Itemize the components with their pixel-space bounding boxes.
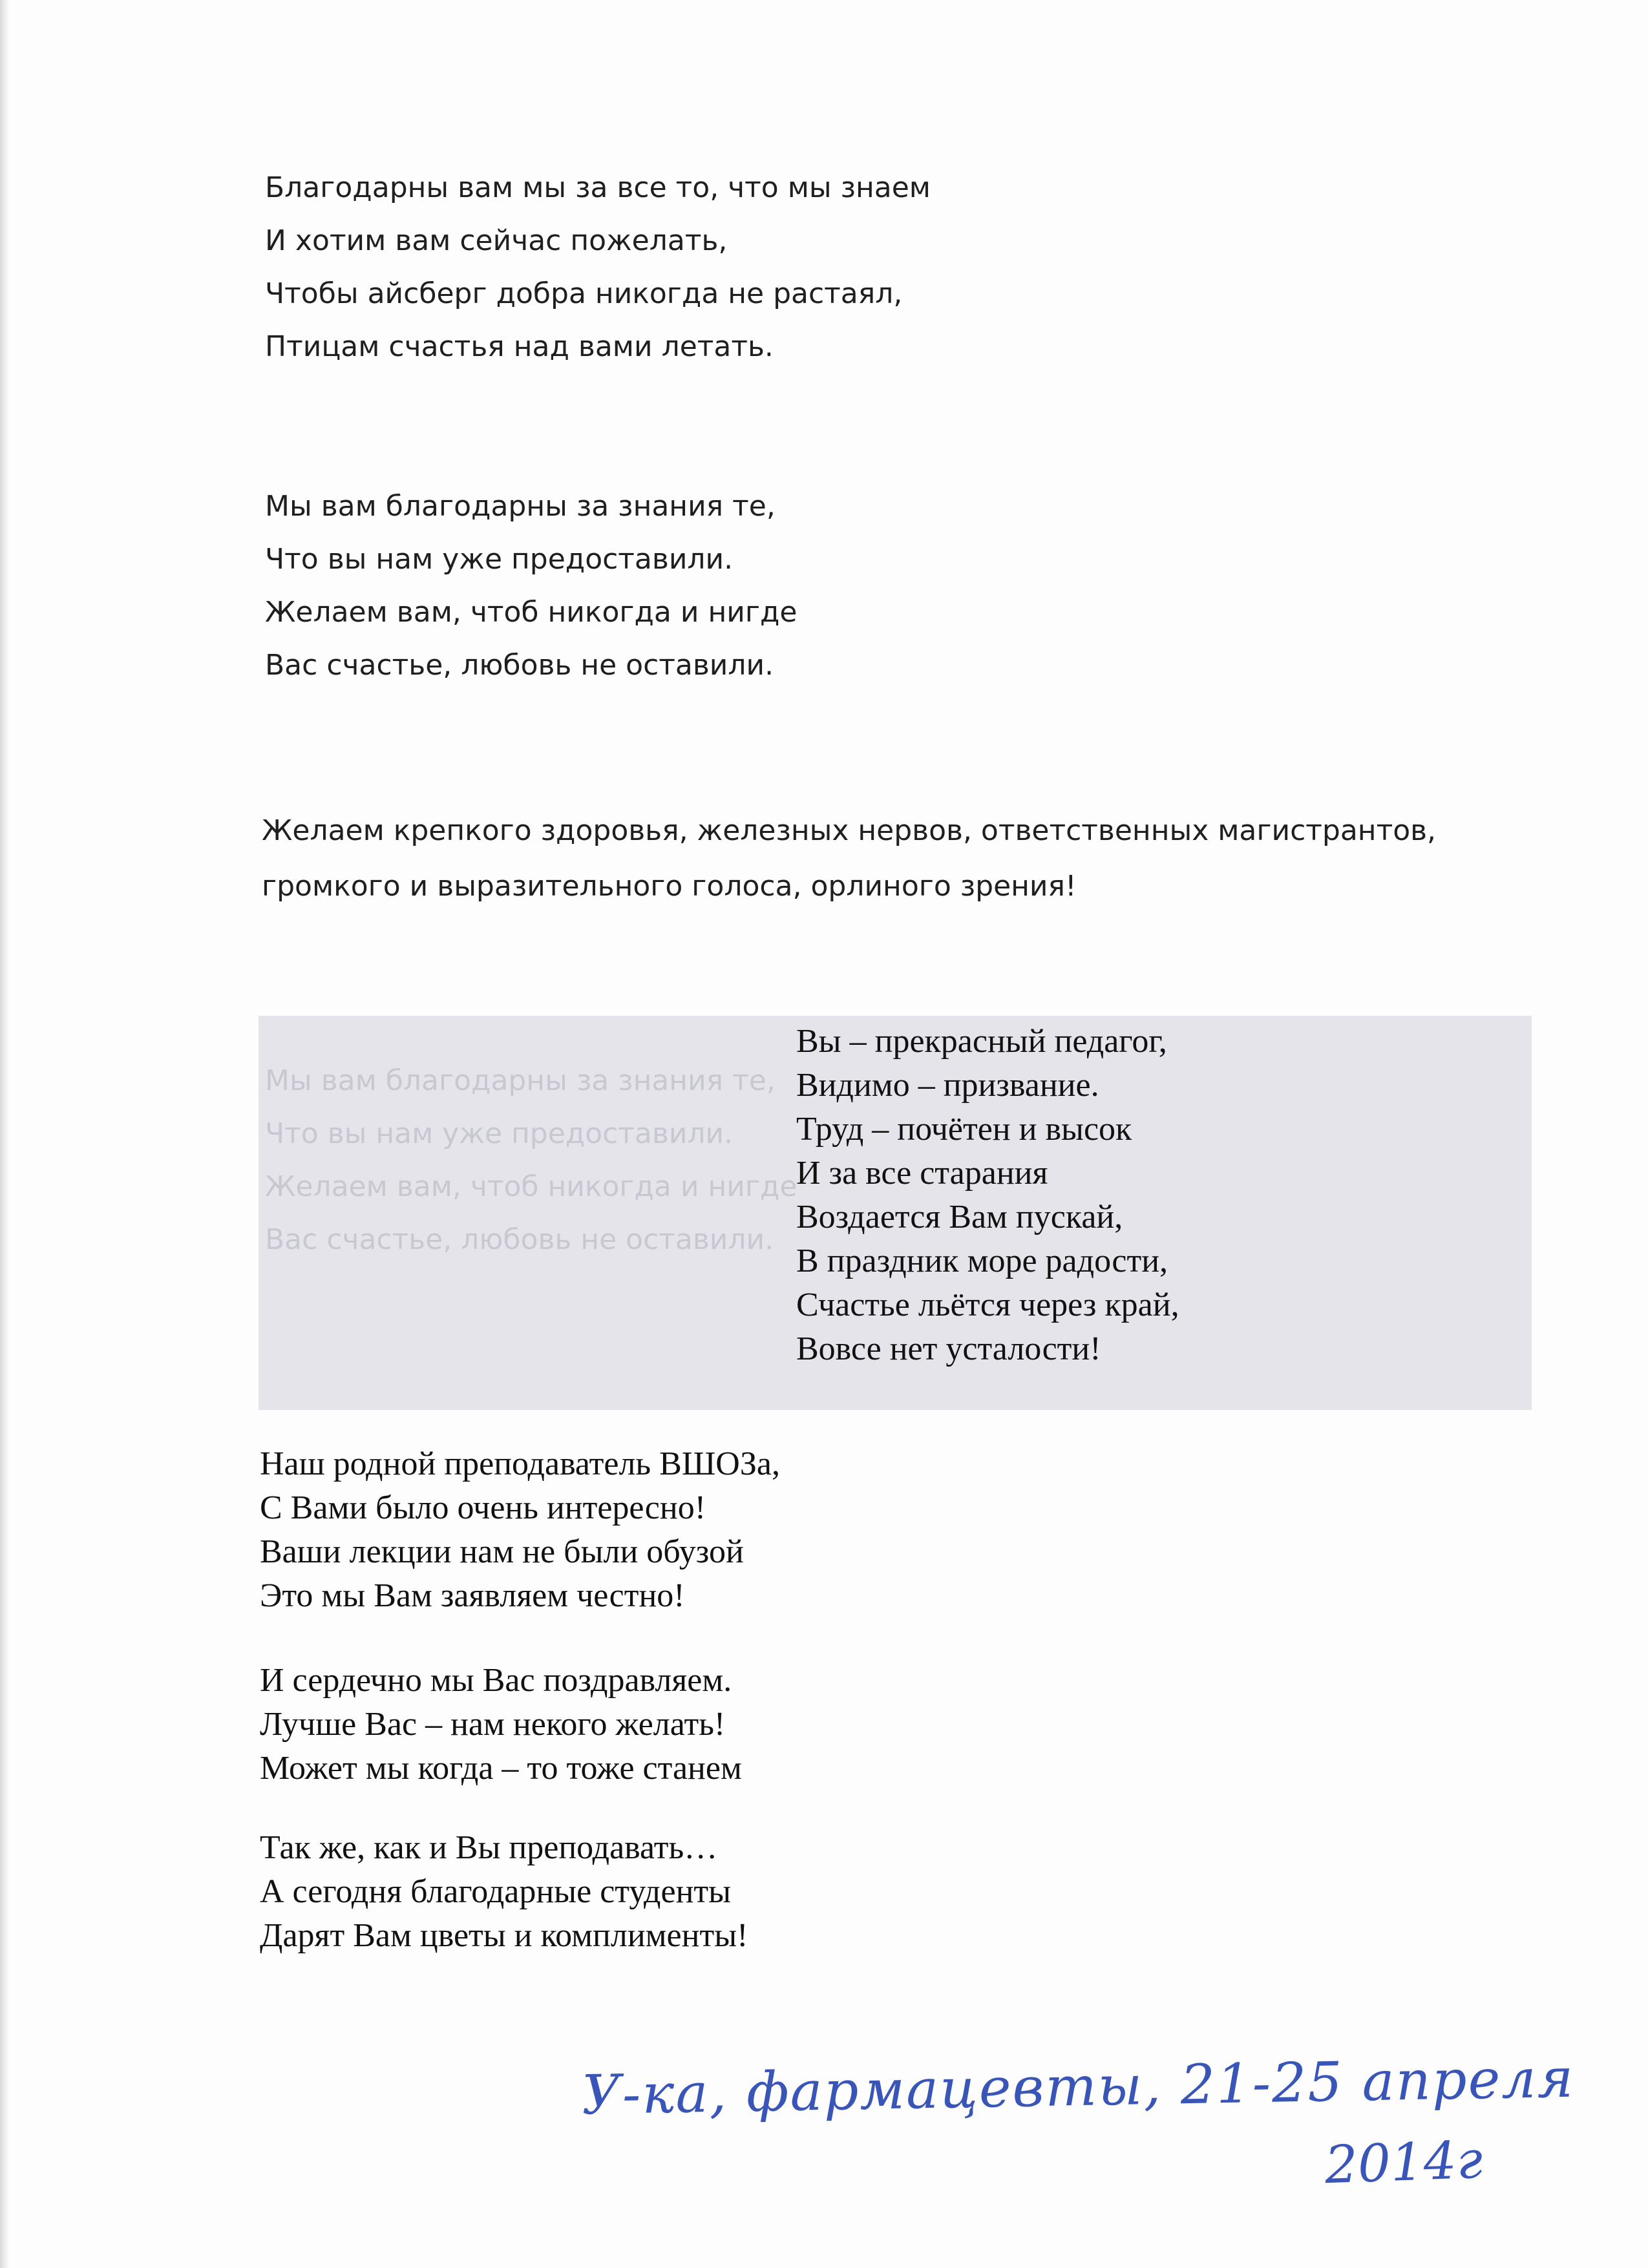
wish-paragraph bbox=[262, 803, 1541, 914]
wish-line: громкого и выразительного голоса, орлиного зрения! bbox=[262, 870, 1077, 903]
stanza-1-line: Благодарны вам мы за все то, что мы знаем bbox=[265, 171, 931, 204]
stanza-1-line: Чтобы айсберг добра никогда не растаял, bbox=[265, 277, 903, 310]
stanza-2-line: Мы вам благодарны за знания те, bbox=[265, 490, 776, 523]
wish-line: Желаем крепкого здоровья, железных нервов, ответственных магистрантов, bbox=[262, 814, 1437, 847]
stanza-6-line: Так же, как и Вы преподавать… bbox=[260, 1829, 718, 1866]
stanza-4-line: Это мы Вам заявляем честно! bbox=[260, 1577, 685, 1614]
stanza-6-line: Дарят Вам цветы и комплименты! bbox=[260, 1917, 748, 1954]
stanza-3-line: Вовсе нет усталости! bbox=[796, 1330, 1101, 1367]
stanza-3-line: Вы – прекрасный педагог, bbox=[796, 1023, 1167, 1060]
stanza-2-line: Вас счастье, любовь не оставили. bbox=[265, 649, 774, 682]
stanza-6-line: А сегодня благодарные студенты bbox=[260, 1873, 732, 1910]
stanza-5 bbox=[260, 1659, 742, 1790]
stanza-4 bbox=[260, 1442, 780, 1618]
scan-edge-shadow bbox=[0, 0, 9, 2268]
stanza-3-line: Труд – почётен и высок bbox=[796, 1111, 1132, 1148]
stanza-5-line: Может мы когда – то тоже станем bbox=[260, 1750, 742, 1787]
bleed-through-line: Что вы нам уже предоставили. bbox=[265, 1117, 734, 1150]
stanza-3-line: В праздник море радости, bbox=[796, 1243, 1168, 1279]
stanza-3 bbox=[796, 1020, 1179, 1371]
stanza-4-line: Наш родной преподаватель ВШОЗа, bbox=[260, 1445, 780, 1482]
stanza-5-line: Лучше Вас – нам некого желать! bbox=[260, 1706, 726, 1743]
stanza-6 bbox=[260, 1826, 748, 1958]
stanza-4-line: Ваши лекции нам не были обузой bbox=[260, 1533, 744, 1570]
bleed-through-line: Вас счастье, любовь не оставили. bbox=[265, 1223, 774, 1256]
stanza-2-line: Желаем вам, чтоб никогда и нигде bbox=[265, 596, 798, 629]
handwritten-note-line-1: У-ка, фармацевты, 21-25 апреля bbox=[581, 2046, 1576, 2127]
bleed-through-line: Желаем вам, чтоб никогда и нигде bbox=[265, 1170, 798, 1203]
stanza-1 bbox=[265, 162, 931, 373]
stanza-3-line: И за все старания bbox=[796, 1155, 1048, 1192]
stanza-3-line: Счастье льётся через край, bbox=[796, 1286, 1179, 1323]
stanza-5-line: И сердечно мы Вас поздравляем. bbox=[260, 1662, 732, 1699]
stanza-1-line: Птицам счастья над вами летать. bbox=[265, 330, 774, 363]
stanza-4-line: С Вами было очень интересно! bbox=[260, 1489, 706, 1526]
handwritten-note-year: 2014г bbox=[1324, 2129, 1484, 2196]
bleed-through-line: Мы вам благодарны за знания те, bbox=[265, 1064, 776, 1097]
stanza-1-line: И хотим вам сейчас пожелать, bbox=[265, 224, 728, 257]
stanza-3-line: Видимо – призвание. bbox=[796, 1067, 1099, 1104]
bleed-through-text bbox=[259, 1016, 797, 1266]
stanza-2 bbox=[265, 480, 797, 692]
stanza-2-line: Что вы нам уже предоставили. bbox=[265, 543, 734, 576]
stanza-3-line: Воздается Вам пускай, bbox=[796, 1199, 1123, 1235]
